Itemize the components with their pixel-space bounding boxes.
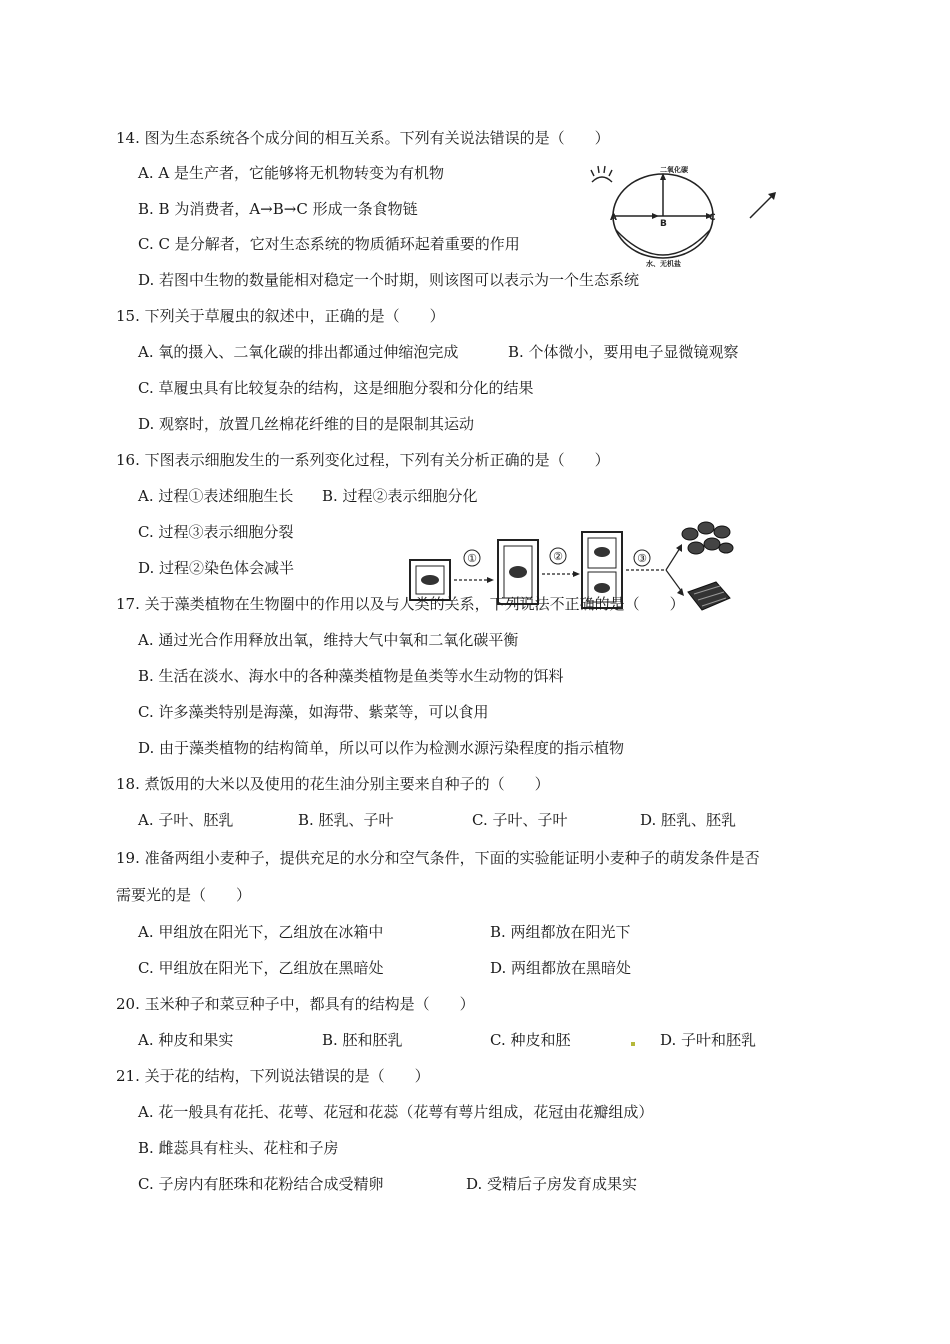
q18-option-a: A. 子叶、胚乳 (138, 811, 234, 829)
q20-option-c: C. 种皮和胚 (490, 1031, 571, 1049)
node-a-label: A (610, 213, 617, 223)
q20-stem: 20. 玉米种子和菜豆种子中，都具有的结构是（ ） (116, 995, 475, 1013)
q16-stem: 16. 下图表示细胞发生的一系列变化过程，下列有关分析正确的是（ ） (116, 451, 610, 469)
q16-option-c: C. 过程③表示细胞分裂 (138, 523, 294, 541)
node-b-label: B (660, 219, 667, 229)
q19-stem-continued: 需要光的是（ ） (116, 886, 252, 904)
q19-option-d: D. 两组都放在黑暗处 (490, 959, 632, 977)
ecosystem-diagram (588, 160, 788, 272)
q21-option-b: B. 雌蕊具有柱头、花柱和子房 (138, 1139, 339, 1157)
step-2-label: ② (553, 550, 563, 563)
arrow-icon (750, 192, 776, 218)
q15-stem: 15. 下列关于草履虫的叙述中，正确的是（ ） (116, 307, 445, 325)
q19-option-b: B. 两组都放在阳光下 (490, 923, 631, 941)
scan-artifact-dot (631, 1042, 635, 1046)
node-c-label: C (709, 213, 716, 223)
q21-option-c: C. 子房内有胚珠和花粉结合成受精卵 (138, 1175, 384, 1193)
q20-option-d: D. 子叶和胚乳 (660, 1031, 757, 1049)
tissue-cluster-2 (688, 582, 730, 610)
q21-option-d: D. 受精后子房发育成果实 (466, 1175, 638, 1193)
q14-stem: 14. 图为生态系统各个成分间的相互关系。下列有关说法错误的是（ ） (116, 129, 610, 147)
step-1-label: ① (467, 552, 477, 565)
step-3-label: ③ (637, 552, 647, 565)
q18-option-d: D. 胚乳、胚乳 (640, 811, 737, 829)
q20-option-b: B. 胚和胚乳 (322, 1031, 403, 1049)
q18-stem: 18. 煮饭用的大米以及使用的花生油分别主要来自种子的（ ） (116, 775, 550, 793)
q21-option-a: A. 花一般具有花托、花萼、花冠和花蕊（花萼有萼片组成，花冠由花瓣组成） (138, 1103, 654, 1121)
q17-option-a: A. 通过光合作用释放出氧，维持大气中氧和二氧化碳平衡 (138, 631, 519, 649)
q15-option-c: C. 草履虫具有比较复杂的结构，这是细胞分裂和分化的结果 (138, 379, 534, 397)
q15-option-b: B. 个体微小，要用电子显微镜观察 (508, 343, 739, 361)
q21-stem: 21. 关于花的结构，下列说法错误的是（ ） (116, 1067, 430, 1085)
tissue-cluster-1 (682, 522, 733, 554)
q19-option-c: C. 甲组放在阳光下，乙组放在黑暗处 (138, 959, 384, 977)
q14-option-b: B. B 为消费者，A→B→C 形成一条食物链 (138, 200, 418, 218)
q19-stem: 19. 准备两组小麦种子，提供充足的水分和空气条件，下面的实验能证明小麦种子的萌发条件是否 (116, 849, 760, 867)
q17-option-d: D. 由于藻类植物的结构简单，所以可以作为检测水源污染程度的指示植物 (138, 739, 625, 757)
q16-option-d: D. 过程②染色体会减半 (138, 559, 295, 577)
q14-option-d: D. 若图中生物的数量能相对稳定一个时期，则该图可以表示为一个生态系统 (138, 271, 640, 289)
q15-option-a: A. 氧的摄入、二氧化碳的排出都通过伸缩泡完成 (138, 343, 459, 361)
q17-stem: 17. 关于藻类植物在生物圈中的作用以及与人类的关系，下列说法不正确的是（ ） (116, 595, 685, 613)
sun-icon (591, 166, 612, 182)
q15-option-d: D. 观察时，放置几丝棉花纤维的目的是限制其运动 (138, 415, 475, 433)
q17-option-b: B. 生活在淡水、海水中的各种藻类植物是鱼类等水生动物的饵料 (138, 667, 564, 685)
q16-option-a: A. 过程①表述细胞生长 (138, 487, 294, 505)
water-minerals-label: 水、无机盐 (646, 260, 681, 268)
carbon-dioxide-label: 二氧化碳 (660, 166, 688, 174)
q14-option-a: A. A 是生产者，它能够将无机物转变为有机物 (138, 164, 444, 182)
q18-option-c: C. 子叶、子叶 (472, 811, 568, 829)
q16-option-b: B. 过程②表示细胞分化 (322, 487, 478, 505)
q19-option-a: A. 甲组放在阳光下，乙组放在冰箱中 (138, 923, 384, 941)
q18-option-b: B. 胚乳、子叶 (298, 811, 394, 829)
q20-option-a: A. 种皮和果实 (138, 1031, 234, 1049)
q14-option-c: C. C 是分解者，它对生态系统的物质循环起着重要的作用 (138, 235, 520, 253)
q17-option-c: C. 许多藻类特别是海藻，如海带、紫菜等，可以食用 (138, 703, 489, 721)
